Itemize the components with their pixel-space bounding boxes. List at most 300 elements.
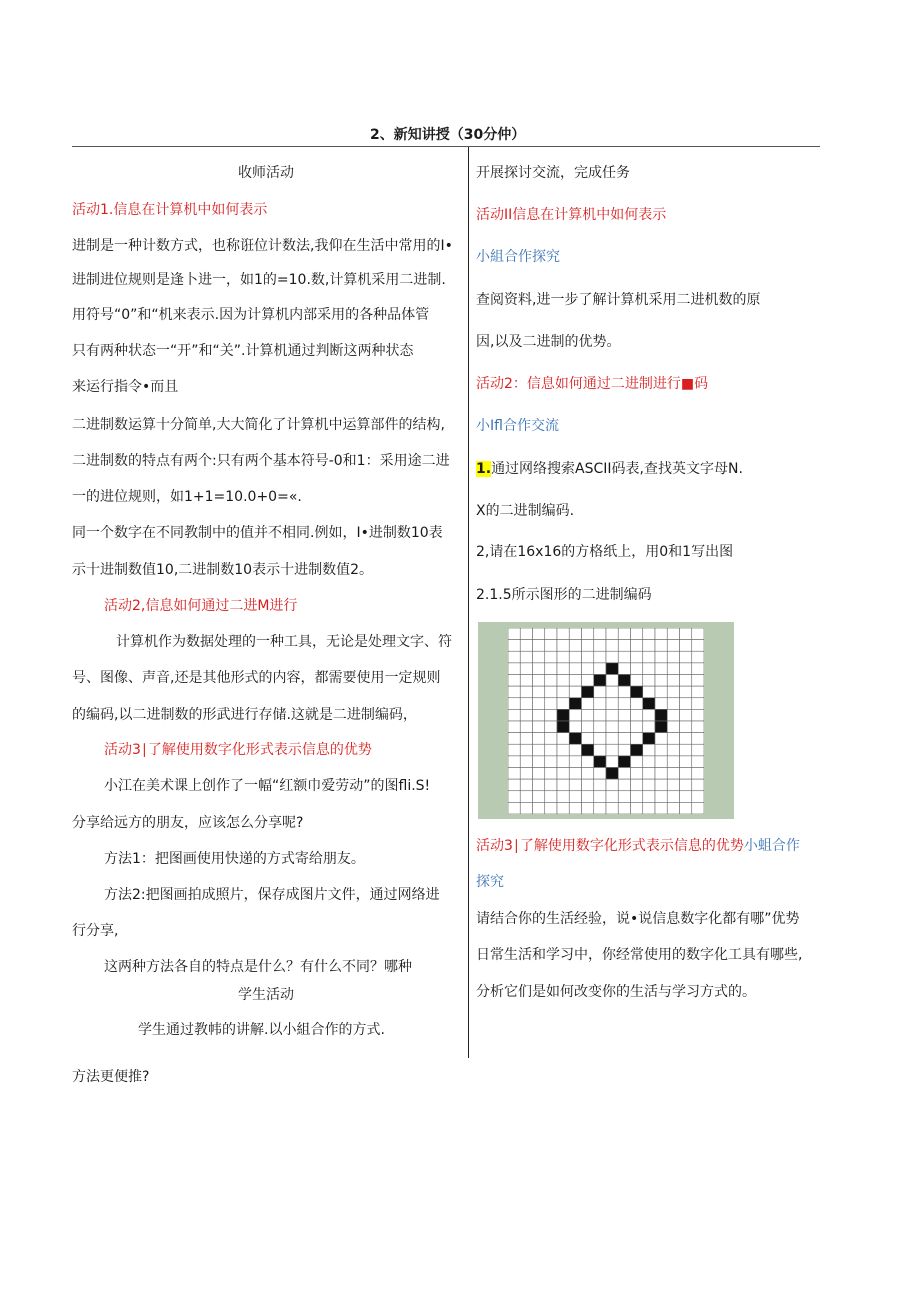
grid-cell — [582, 709, 594, 721]
grid-cell — [533, 733, 545, 745]
task1-continued: X的二进制编码. — [476, 503, 575, 519]
task1 — [476, 460, 743, 478]
grid-cell — [655, 675, 667, 687]
grid-cell — [667, 628, 679, 640]
grid-cell — [655, 768, 667, 780]
grid-cell-filled — [643, 733, 655, 745]
left-p2-line: 二进制数的特点有两个:只有两个基本符号-0和1：采用途二进 — [72, 453, 450, 469]
left-activity3-title: 活动3∣了解使用数字化形式表示信息的优势 — [104, 742, 372, 758]
grid-cell — [594, 628, 606, 640]
grid-cell — [692, 709, 704, 721]
left-p1-line: 进制进位规则是逢卜进一，如1的=10.数,计算机采用二进制. — [72, 272, 446, 288]
grid-cell — [631, 663, 643, 675]
grid-cell — [606, 628, 618, 640]
grid-cell — [692, 733, 704, 745]
grid-cell — [557, 651, 569, 663]
grid-cell — [594, 791, 606, 803]
grid-cell — [545, 721, 557, 733]
grid-cell — [594, 768, 606, 780]
grid-cell — [692, 663, 704, 675]
grid-cell — [655, 628, 667, 640]
grid-cell — [680, 628, 692, 640]
grid-cell — [667, 744, 679, 756]
grid-cell — [508, 802, 520, 814]
left-activity2-title: 活动2,信息如何通过二进M进行 — [104, 598, 298, 614]
grid-cell — [557, 686, 569, 698]
grid-cell — [508, 791, 520, 803]
grid-cell — [545, 686, 557, 698]
grid-cell — [680, 791, 692, 803]
grid-cell — [508, 744, 520, 756]
grid-cell — [618, 651, 630, 663]
grid-cell — [631, 779, 643, 791]
grid-cell — [594, 721, 606, 733]
grid-cell — [692, 791, 704, 803]
grid-cell — [655, 733, 667, 745]
grid-cell — [520, 651, 532, 663]
grid-cell — [606, 791, 618, 803]
grid-cell — [569, 675, 581, 687]
grid-cell — [594, 640, 606, 652]
grid-cell-filled — [643, 698, 655, 710]
grid-cell — [631, 675, 643, 687]
grid-cell — [557, 733, 569, 745]
grid-cell — [606, 709, 618, 721]
grid-cell — [692, 628, 704, 640]
grid-cell — [508, 651, 520, 663]
grid-cell — [606, 698, 618, 710]
grid-cell — [606, 802, 618, 814]
grid-cell-filled — [569, 698, 581, 710]
grid-cell — [643, 663, 655, 675]
grid-cell — [545, 663, 557, 675]
grid-cell — [594, 698, 606, 710]
student-activity-header: 学生活动 — [238, 987, 294, 1003]
grid-cell-filled — [606, 768, 618, 780]
grid-cell — [545, 709, 557, 721]
grid-cell — [667, 733, 679, 745]
grid-cell — [618, 802, 630, 814]
task2: 2,请在16x16的方格纸上，用0和1写出图 — [476, 544, 734, 560]
grid-cell — [680, 756, 692, 768]
grid-cell — [582, 651, 594, 663]
grid-cell — [569, 721, 581, 733]
grid-cell-filled — [569, 733, 581, 745]
grid-cell — [655, 779, 667, 791]
grid-cell — [520, 675, 532, 687]
grid-cell — [545, 791, 557, 803]
left-p5-line: 小江在美术课上创作了一幅“红额巾爱劳动”的图fli.S! — [104, 778, 431, 794]
grid-cell — [520, 779, 532, 791]
grid-cell — [643, 628, 655, 640]
grid-cell — [692, 768, 704, 780]
student-activity-line: 学生通过教帏的讲解.以小組合作的方式. — [138, 1022, 385, 1038]
grid-cell — [655, 640, 667, 652]
grid-cell — [533, 698, 545, 710]
right-activity2-title: 活动2：信息如何通过二进制进行■码 — [476, 376, 709, 392]
grid-cell — [557, 802, 569, 814]
grid-cell — [692, 744, 704, 756]
grid-cell — [606, 721, 618, 733]
grid-cell — [520, 768, 532, 780]
grid-cell — [582, 733, 594, 745]
grid-cell — [508, 756, 520, 768]
grid-cell — [582, 628, 594, 640]
grid-cell — [692, 686, 704, 698]
grid-cell — [618, 663, 630, 675]
grid-cell — [692, 698, 704, 710]
grid-cell — [680, 709, 692, 721]
grid-cell — [655, 686, 667, 698]
grid-cell — [533, 768, 545, 780]
grid-cell — [667, 698, 679, 710]
grid-cell — [508, 733, 520, 745]
grid-cell — [557, 640, 569, 652]
grid-cell — [594, 733, 606, 745]
grid-cell — [520, 721, 532, 733]
right-group1: 小組合作探究 — [476, 249, 560, 265]
grid-cell — [508, 768, 520, 780]
grid-cell — [508, 686, 520, 698]
grid-cell — [582, 698, 594, 710]
grid-cell — [655, 744, 667, 756]
right-r3-line: 请结合你的生活经验，说•说信息数字化都有哪”优势 — [476, 911, 800, 927]
grid-cell — [533, 651, 545, 663]
grid-cell — [655, 698, 667, 710]
right-activity3-title — [476, 837, 800, 855]
grid-cell — [667, 791, 679, 803]
grid-cell — [643, 721, 655, 733]
grid-cell — [667, 779, 679, 791]
grid-cell — [631, 768, 643, 780]
left-p4-line: 号、图像、声音,还是其他形式的内容，都需要使用一定规则 — [72, 670, 441, 686]
grid-cell — [545, 779, 557, 791]
left-p1-line: 用符号“0”和“机来表示.因为计算机内部采用的各种品体管 — [72, 307, 430, 323]
grid-cell — [643, 791, 655, 803]
grid-cell-filled — [594, 675, 606, 687]
grid-cell — [631, 651, 643, 663]
grid-cell-filled — [618, 756, 630, 768]
grid-cell — [545, 675, 557, 687]
left-p4-line: 计算机作为数据处理的一种工具，无论是处理文字、符 — [116, 634, 452, 650]
grid-cell — [631, 802, 643, 814]
grid-cell — [582, 640, 594, 652]
grid-cell — [569, 768, 581, 780]
grid-cell — [631, 721, 643, 733]
left-p3-line: 同一个数字在不同教制中的值并不相同.例如，I•进制数10表 — [72, 525, 443, 541]
grid-cell — [533, 791, 545, 803]
grid-cell — [643, 802, 655, 814]
grid-cell — [582, 756, 594, 768]
grid-cell — [508, 675, 520, 687]
grid-cell — [520, 709, 532, 721]
grid-cell — [582, 721, 594, 733]
grid-cell-filled — [582, 744, 594, 756]
grid-cell — [545, 802, 557, 814]
header-rule — [72, 146, 820, 147]
right-activity3-text: 活动3∣了解使用数字化形式表示信息的优势 — [476, 838, 744, 854]
grid-cell — [618, 640, 630, 652]
grid-cell — [667, 802, 679, 814]
grid-cell — [643, 756, 655, 768]
method1: 方法1：把图画使用快递的方式寄给朋友。 — [104, 851, 365, 867]
grid-cell — [680, 698, 692, 710]
grid-cell — [557, 756, 569, 768]
grid-cell — [667, 768, 679, 780]
grid-cell — [545, 744, 557, 756]
section-title: 2、新知讲授（30分仲） — [370, 127, 526, 143]
grid-cell — [606, 651, 618, 663]
grid-cell — [520, 802, 532, 814]
grid-cell — [594, 686, 606, 698]
grid-cell — [680, 733, 692, 745]
grid-cell — [606, 779, 618, 791]
grid-cell — [631, 698, 643, 710]
grid-cell — [569, 756, 581, 768]
grid-cell — [582, 675, 594, 687]
grid-cell — [667, 640, 679, 652]
left-p4-line: 的编码,以二进制数的形武进行存储.这就是二进制编码， — [72, 707, 417, 723]
grid-cell — [643, 686, 655, 698]
grid-cell — [594, 744, 606, 756]
grid-cell — [667, 756, 679, 768]
grid-cell — [508, 640, 520, 652]
grid-cell — [643, 779, 655, 791]
grid-cell — [667, 675, 679, 687]
grid-cell — [569, 802, 581, 814]
grid-cell — [557, 768, 569, 780]
grid-cell — [557, 698, 569, 710]
grid-cell — [594, 802, 606, 814]
method2-line: 方法2:把图画拍成照片，保存成图片文件，通过网络进 — [104, 887, 440, 903]
grid-cell — [618, 779, 630, 791]
grid-cell — [606, 744, 618, 756]
grid-cell — [594, 651, 606, 663]
grid-cell-filled — [582, 686, 594, 698]
grid-cell — [508, 709, 520, 721]
grid-cell — [643, 744, 655, 756]
grid-cell — [582, 779, 594, 791]
grid-cell — [594, 663, 606, 675]
grid-cell — [557, 628, 569, 640]
grid-cell — [643, 768, 655, 780]
grid-cell — [692, 721, 704, 733]
task1-text: 通过网络搜索ASCII码表,查找英文字母N. — [491, 461, 743, 477]
grid-cell — [606, 640, 618, 652]
grid-cell — [618, 698, 630, 710]
grid-cell — [692, 675, 704, 687]
grid-cell-filled — [606, 663, 618, 675]
grid-cell — [520, 756, 532, 768]
grid-cell — [680, 802, 692, 814]
grid-cell — [508, 721, 520, 733]
right-group2: 小Ifl合作交流 — [476, 418, 559, 434]
grid-cell — [582, 791, 594, 803]
grid-cell — [557, 791, 569, 803]
right-r2-line: 查阅资料,进一步了解计算机采用二进机数的原 — [476, 292, 761, 308]
grid-cell — [508, 779, 520, 791]
right-activity3-suffix: 小蛆合作 — [743, 838, 800, 854]
grid-cell-filled — [618, 675, 630, 687]
grid-cell-filled — [631, 744, 643, 756]
grid-cell — [631, 628, 643, 640]
grid-16x16 — [508, 628, 704, 814]
grid-cell — [533, 802, 545, 814]
grid-cell — [545, 651, 557, 663]
grid-cell — [667, 651, 679, 663]
grid-cell — [533, 640, 545, 652]
grid-cell — [680, 663, 692, 675]
grid-cell — [582, 768, 594, 780]
teacher-activity-header: 收师活动 — [238, 165, 294, 181]
grid-cell — [533, 709, 545, 721]
left-p1-line: 进制是一种计数方式，也称诳位计数法,我仰在生活中常用的I• — [72, 238, 453, 254]
grid-cell — [533, 756, 545, 768]
right-activity1-title: 活动II信息在计算机中如何表示 — [476, 207, 667, 223]
grid-cell — [569, 651, 581, 663]
grid-cell — [680, 686, 692, 698]
grid-cell-filled — [655, 709, 667, 721]
grid-figure — [478, 622, 734, 819]
grid-cell — [606, 733, 618, 745]
grid-cell — [655, 651, 667, 663]
grid-cell — [680, 768, 692, 780]
grid-cell — [520, 744, 532, 756]
grid-cell — [606, 686, 618, 698]
grid-cell — [582, 802, 594, 814]
grid-cell — [655, 756, 667, 768]
grid-cell — [667, 721, 679, 733]
grid-cell — [508, 628, 520, 640]
grid-cell — [680, 640, 692, 652]
grid-cell — [520, 663, 532, 675]
grid-cell — [655, 802, 667, 814]
grid-cell — [533, 721, 545, 733]
grid-cell — [557, 663, 569, 675]
grid-cell-filled — [631, 686, 643, 698]
grid-cell — [631, 733, 643, 745]
grid-cell — [618, 791, 630, 803]
grid-cell — [569, 791, 581, 803]
left-p2-line: 二进制数运算十分简单,大大简化了计算机中运算部件的结构, — [72, 417, 445, 433]
grid-cell — [533, 675, 545, 687]
grid-cell — [667, 663, 679, 675]
grid-cell — [631, 709, 643, 721]
grid-cell — [520, 698, 532, 710]
grid-cell — [680, 779, 692, 791]
grid-cell — [618, 709, 630, 721]
grid-cell — [618, 733, 630, 745]
grid-cell — [508, 698, 520, 710]
task1-number: 1. — [476, 461, 492, 477]
grid-cell — [692, 651, 704, 663]
grid-cell — [520, 733, 532, 745]
grid-cell — [545, 698, 557, 710]
grid-cell-filled — [594, 756, 606, 768]
grid-cell — [545, 628, 557, 640]
grid-cell-filled — [557, 709, 569, 721]
grid-cell — [667, 709, 679, 721]
right-r3-line: 日常生活和学习中，你经常使用的数字化工具有哪些, — [476, 947, 803, 963]
grid-cell — [545, 733, 557, 745]
right-r2-line: 因,以及二进制的优势。 — [476, 334, 621, 350]
grid-cell — [643, 640, 655, 652]
grid-cell — [643, 675, 655, 687]
grid-cell — [508, 663, 520, 675]
grid-cell-filled — [655, 721, 667, 733]
question: 这两种方法各自的特点是什么？有什么不同？哪种 — [104, 959, 412, 975]
grid-cell — [631, 640, 643, 652]
grid-cell — [667, 686, 679, 698]
grid-cell — [520, 686, 532, 698]
grid-cell — [618, 628, 630, 640]
grid-cell — [631, 791, 643, 803]
column-divider — [468, 147, 469, 1058]
grid-cell — [618, 721, 630, 733]
grid-cell — [692, 802, 704, 814]
grid-cell — [569, 709, 581, 721]
grid-cell — [692, 779, 704, 791]
left-p2-line: 一的进位规则，如1+1=10.0+0=«. — [72, 489, 302, 505]
grid-cell — [569, 663, 581, 675]
grid-cell — [594, 779, 606, 791]
grid-cell — [594, 709, 606, 721]
grid-cell — [692, 640, 704, 652]
grid-cell — [655, 663, 667, 675]
left-p1-line: 来运行指令•而且 — [72, 379, 179, 395]
grid-cell — [569, 686, 581, 698]
grid-cell — [569, 640, 581, 652]
grid-cell — [545, 640, 557, 652]
grid-cell — [557, 744, 569, 756]
grid-cell — [692, 756, 704, 768]
grid-cell — [520, 791, 532, 803]
grid-cell — [533, 744, 545, 756]
left-p3-line: 示十进制数值10,二进制数10表示十进制数值2。 — [72, 562, 373, 578]
grid-cell — [520, 640, 532, 652]
grid-cell — [618, 744, 630, 756]
grid-cell — [618, 768, 630, 780]
grid-cell — [545, 756, 557, 768]
grid-cell — [680, 721, 692, 733]
grid-cell — [533, 663, 545, 675]
tail-line: 方法更便推? — [72, 1069, 150, 1085]
task2-continued: 2.1.5所示图形的二进制编码 — [476, 587, 652, 603]
grid-cell — [533, 628, 545, 640]
grid-cell — [545, 768, 557, 780]
right-intro: 开展探讨交流，完成任务 — [476, 165, 630, 181]
grid-cell — [680, 675, 692, 687]
grid-cell — [631, 756, 643, 768]
grid-cell — [557, 779, 569, 791]
grid-cell — [533, 686, 545, 698]
grid-cell — [569, 744, 581, 756]
grid-cell — [680, 744, 692, 756]
grid-cell — [582, 663, 594, 675]
grid-cell — [533, 779, 545, 791]
right-r3-line: 分析它们是如何改变你的生活与学习方式的。 — [476, 984, 756, 1000]
grid-cell — [557, 675, 569, 687]
grid-cell — [680, 651, 692, 663]
grid-cell — [643, 709, 655, 721]
method2-line: 行分享, — [72, 923, 119, 939]
grid-cell — [569, 779, 581, 791]
right-activity3-suffix2: 探究 — [476, 874, 504, 890]
grid-cell — [643, 651, 655, 663]
grid-cell — [606, 756, 618, 768]
grid-cell-filled — [557, 721, 569, 733]
left-p5-line: 分享给远方的朋友，应该怎么分享呢? — [72, 815, 304, 831]
